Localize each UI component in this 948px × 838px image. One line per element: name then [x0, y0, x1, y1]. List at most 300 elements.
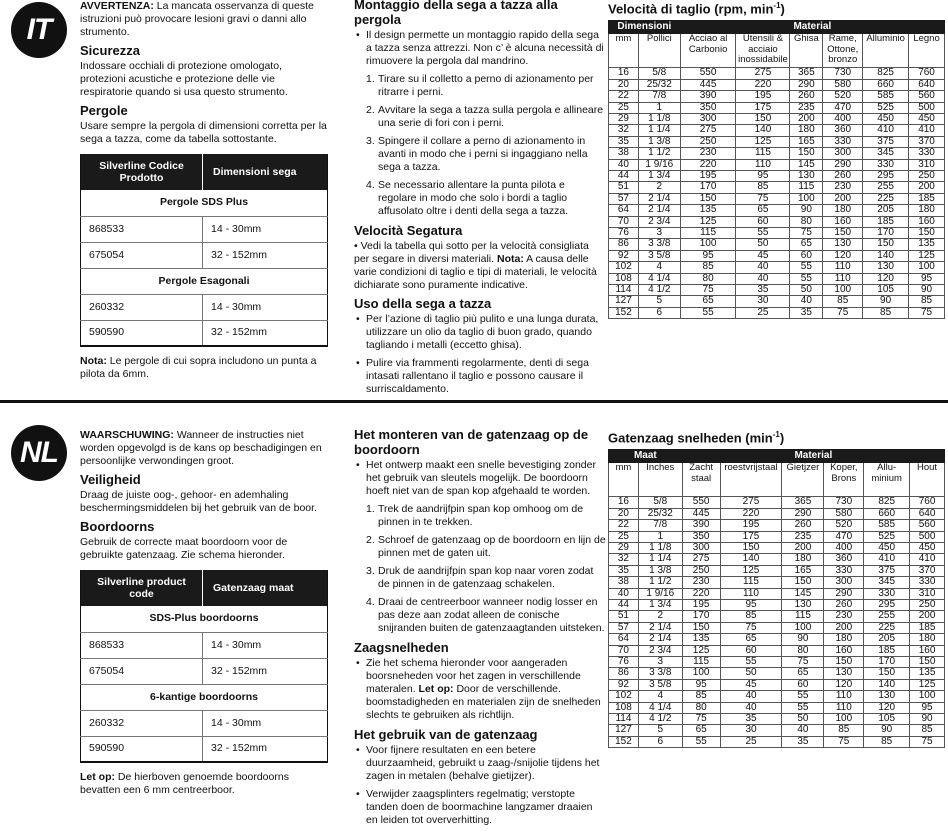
table-cell: 230	[823, 182, 863, 193]
table-row	[609, 250, 945, 261]
table-cell: 65	[782, 668, 824, 679]
table-cell: 32	[609, 554, 639, 565]
table-cell: 95	[910, 702, 945, 713]
table-cell: 180	[823, 205, 863, 216]
table-cell: 195	[736, 91, 790, 102]
table-cell: 95	[736, 170, 790, 181]
table-cell: 205	[863, 205, 909, 216]
table-cell: 185	[910, 622, 945, 633]
table-cell: 195	[682, 599, 720, 610]
table-cell: 16	[609, 497, 639, 508]
table-cell: 160	[909, 216, 945, 227]
table-cell: 29	[609, 113, 639, 124]
table-cell: 330	[864, 588, 910, 599]
table-row	[609, 79, 945, 90]
table-cell: 25/32	[638, 79, 680, 90]
table-cell: 76	[609, 228, 639, 239]
list-item: 2. Schroef de gatenzaag op de boordoorn en lijn de pinnen met de gaten uit.	[366, 534, 606, 559]
table-cell: 4	[638, 262, 680, 273]
table-row	[609, 634, 945, 645]
it-speed-table	[608, 20, 945, 319]
table-cell: 170	[864, 657, 910, 668]
table-cell: 35	[790, 307, 823, 318]
nl-speed-table	[608, 449, 945, 748]
table-cell: 250	[910, 599, 945, 610]
table-cell: 390	[682, 520, 720, 531]
table-cell: 130	[782, 599, 824, 610]
table-cell: 50	[790, 285, 823, 296]
list-item: • Per l’azione di taglio più pulito e una lunga durata, utilizzare un olio da taglio di buon grado, quando tagliando i metalli (eccetto ghisa).	[354, 313, 606, 352]
table-cell: 90	[863, 296, 909, 307]
table-cell: 2 1/4	[638, 634, 682, 645]
table-cell: 640	[910, 508, 945, 519]
table-row	[609, 725, 945, 736]
table-cell: 110	[824, 702, 864, 713]
table-cell: 360	[824, 554, 864, 565]
table-cell: 450	[910, 542, 945, 553]
table-cell: 235	[790, 102, 823, 113]
table-cell: 2 1/4	[638, 193, 680, 204]
table-cell: 1 1/2	[638, 148, 680, 159]
table-cell: 55	[782, 702, 824, 713]
table-cell: 29	[609, 542, 639, 553]
table-cell: 195	[720, 520, 782, 531]
nl-arbors-title: Boordoorns	[80, 519, 155, 534]
it-arbors-text: Usare sempre la pergola di dimensioni corretta per la sega a tazza, come da tabella sottostante.	[80, 120, 327, 145]
table-cell: 85	[680, 262, 736, 273]
table-cell: 100	[909, 262, 945, 273]
table-cell: 90	[909, 285, 945, 296]
table-cell: 130	[823, 239, 863, 250]
table-cell: 330	[909, 148, 945, 159]
table-cell: 108	[609, 273, 639, 284]
table-cell: 35	[609, 136, 639, 147]
table-cell: 150	[682, 622, 720, 633]
table-cell: 90	[790, 205, 823, 216]
table-row	[609, 531, 945, 542]
table-cell: 410	[864, 554, 910, 565]
table-cell: 375	[864, 565, 910, 576]
table-cell: 100	[824, 714, 864, 725]
table-row	[609, 554, 945, 565]
column-header: Inches	[638, 463, 682, 497]
table-cell: 40	[790, 296, 823, 307]
table-row	[609, 68, 945, 79]
table-cell: 1 3/8	[638, 565, 682, 576]
table-cell: 2 3/4	[638, 645, 682, 656]
it-mount-intro: • Il design permette un montaggio rapido della sega a tazza senza attrezzi. Non c’ è alcuna necessità di rimuovere la pergola dal mandrino.	[354, 29, 606, 68]
table-cell: 150	[909, 228, 945, 239]
table-cell: 225	[863, 193, 909, 204]
table-cell: 22	[609, 91, 639, 102]
table-cell: 4 1/4	[638, 273, 680, 284]
table-cell: 85	[864, 736, 910, 747]
table-cell: 75	[823, 307, 863, 318]
table-cell: 140	[864, 679, 910, 690]
table-cell: 260	[824, 599, 864, 610]
table-cell: 3 3/8	[638, 239, 680, 250]
column-header: Gietjzer	[782, 463, 824, 497]
list-item: 4. Se necessario allentare la punta pilota e regolare in modo che solo i bordi a taglio affusolato oltre i denti della sega a tazza.	[366, 179, 569, 217]
table-cell: 50	[736, 239, 790, 250]
table-cell: 450	[864, 542, 910, 553]
table-cell: 1 1/4	[638, 554, 682, 565]
table-cell: 185	[864, 645, 910, 656]
table-cell: 75	[909, 307, 945, 318]
table-cell: 275	[720, 497, 782, 508]
table-cell: 165	[782, 565, 824, 576]
table-cell: 120	[823, 250, 863, 261]
table-cell: 1 1/4	[638, 125, 680, 136]
table-cell: 260	[790, 91, 823, 102]
table-cell: 127	[609, 725, 639, 736]
table-cell: 25	[736, 307, 790, 318]
table-cell: 75	[782, 657, 824, 668]
table-cell: 16	[609, 68, 639, 79]
table-cell: 3 5/8	[638, 250, 680, 261]
table-cell: 60	[790, 250, 823, 261]
table-cell: 110	[824, 691, 864, 702]
list-item: • Pulire via frammenti regolarmente, denti di sega intasati rallentano il taglio e possono causare il surriscaldamento.	[354, 357, 606, 396]
it-arbor-table	[80, 154, 328, 347]
table-cell: 80	[790, 216, 823, 227]
table-cell: 3	[638, 657, 682, 668]
table-cell: 100	[682, 668, 720, 679]
table-cell: 410	[910, 554, 945, 565]
table-cell: 290	[782, 508, 824, 519]
table-cell: 125	[720, 565, 782, 576]
table-cell: 57	[609, 622, 639, 633]
table-cell: 85	[682, 691, 720, 702]
table-cell: 75	[790, 228, 823, 239]
table-cell: 92	[609, 250, 639, 261]
table-cell: 105	[864, 714, 910, 725]
column-header: Zacht staal	[682, 463, 720, 497]
table-row	[609, 679, 945, 690]
table-cell: 35	[720, 714, 782, 725]
it-use-title: Uso della sega a tazza	[354, 296, 492, 311]
table-cell: 95	[909, 273, 945, 284]
table-row: 260332 14 - 30mm	[81, 710, 328, 736]
table-cell: 445	[680, 79, 736, 90]
table-cell: 50	[720, 668, 782, 679]
table-cell: 85	[824, 725, 864, 736]
table-cell: 370	[910, 565, 945, 576]
table-cell: 95	[720, 599, 782, 610]
table-cell: 220	[680, 159, 736, 170]
table-cell: 40	[720, 691, 782, 702]
table-cell: 560	[909, 91, 945, 102]
table-cell: 7/8	[638, 91, 680, 102]
table-cell: 100	[790, 193, 823, 204]
it-mount-title: Montaggio della sega a tazza alla pergola	[354, 0, 558, 27]
list-item: 4. Draai de centreerboor wanneer nodig losser en pas deze aan zodat alleen de conische snijranden buiten de gatenzaagtanden uitsteken.	[366, 596, 605, 634]
table-cell: 75	[910, 736, 945, 747]
nl-column-1	[80, 429, 330, 801]
table-cell: 76	[609, 657, 639, 668]
table-cell: 150	[863, 239, 909, 250]
table-cell: 290	[824, 588, 864, 599]
table-cell: 525	[864, 531, 910, 542]
table-cell: 185	[863, 216, 909, 227]
table-cell: 1 1/8	[638, 542, 682, 553]
table-cell: 200	[782, 542, 824, 553]
table-cell: 75	[720, 622, 782, 633]
table-cell: 120	[824, 679, 864, 690]
table-cell: 152	[609, 307, 639, 318]
it-header-material: Material	[680, 21, 944, 34]
table-cell: 5/8	[638, 497, 682, 508]
table-cell: 185	[909, 193, 945, 204]
table-cell: 114	[609, 714, 639, 725]
table-cell: 125	[909, 250, 945, 261]
table-cell: 180	[782, 554, 824, 565]
table-cell: 255	[863, 182, 909, 193]
table-row	[609, 113, 945, 124]
table-row	[609, 170, 945, 181]
nl-column-2	[354, 427, 606, 832]
table-cell: 825	[864, 497, 910, 508]
table-row	[609, 285, 945, 296]
nl-speed-text: • Zie het schema hieronder voor aangeraden boorsneheden voor het zagen in verschillende materalen. Let op: Door de verschillende. boomstadigheden en materialen zijn de snelheden slechts te gebruiken als richtlijn.	[354, 657, 606, 722]
table-cell: 200	[909, 182, 945, 193]
table-cell: 730	[823, 68, 863, 79]
nl-mount-steps	[354, 503, 606, 635]
table-cell: 115	[680, 228, 736, 239]
table-cell: 25	[609, 102, 639, 113]
table-cell: 500	[909, 102, 945, 113]
table-row: 590590 32 - 152mm	[81, 736, 328, 762]
table-cell: 102	[609, 262, 639, 273]
it-mount-steps	[354, 73, 606, 218]
table-cell: 450	[909, 113, 945, 124]
table-cell: 100	[782, 622, 824, 633]
table-cell: 300	[682, 542, 720, 553]
table-row	[609, 193, 945, 204]
table-cell: 110	[736, 159, 790, 170]
table-cell: 44	[609, 599, 639, 610]
table-row	[609, 577, 945, 588]
table-cell: 38	[609, 148, 639, 159]
table-cell: 38	[609, 577, 639, 588]
table-cell: 150	[782, 577, 824, 588]
table-cell: 825	[863, 68, 909, 79]
table-cell: 64	[609, 634, 639, 645]
table-cell: 2 1/4	[638, 622, 682, 633]
nl-arbor-group-2: 6-kantige boordoorns	[81, 684, 328, 710]
table-cell: 130	[864, 691, 910, 702]
table-cell: 86	[609, 668, 639, 679]
table-cell: 65	[680, 296, 736, 307]
table-cell: 160	[823, 216, 863, 227]
table-row	[609, 691, 945, 702]
column-header: Pollici	[638, 34, 680, 68]
it-column-3	[608, 0, 945, 319]
table-cell: 175	[720, 531, 782, 542]
table-cell: 80	[682, 702, 720, 713]
nl-column-3	[608, 427, 945, 748]
table-cell: 125	[680, 216, 736, 227]
table-cell: 160	[824, 645, 864, 656]
table-cell: 2 3/4	[638, 216, 680, 227]
table-cell: 345	[863, 148, 909, 159]
table-cell: 35	[736, 285, 790, 296]
table-row: 675054 32 - 152mm	[81, 242, 328, 268]
table-cell: 55	[680, 307, 736, 318]
list-item: 3. Spingere il collare a perno di azionamento in avanti in modo che i perni si ingaggiano nella sega a tazza.	[366, 135, 588, 173]
table-cell: 85	[910, 725, 945, 736]
section-italian	[0, 0, 948, 400]
table-cell: 130	[790, 170, 823, 181]
table-cell: 275	[736, 68, 790, 79]
table-cell: 115	[720, 577, 782, 588]
table-row	[609, 520, 945, 531]
table-row	[609, 102, 945, 113]
it-arbor-note: Nota: Le pergole di cui sopra includono un punta a pilota da 6mm.	[80, 355, 317, 380]
table-cell: 220	[736, 79, 790, 90]
table-cell: 760	[910, 497, 945, 508]
table-cell: 115	[736, 148, 790, 159]
table-cell: 230	[680, 148, 736, 159]
column-header: mm	[609, 463, 639, 497]
table-cell: 127	[609, 296, 639, 307]
it-use-list	[354, 313, 606, 396]
table-cell: 90	[864, 725, 910, 736]
table-cell: 40	[609, 588, 639, 599]
table-cell: 85	[720, 611, 782, 622]
table-cell: 585	[864, 520, 910, 531]
table-cell: 51	[609, 611, 639, 622]
table-cell: 660	[863, 79, 909, 90]
table-cell: 75	[682, 714, 720, 725]
table-cell: 4 1/2	[638, 285, 680, 296]
table-cell: 135	[680, 205, 736, 216]
language-badge-nl: NL	[11, 425, 67, 481]
table-cell: 300	[823, 148, 863, 159]
nl-warning: WAARSCHUWING: Wanneer de instructies niet worden opgevolgd is de kans op beschadigingen en persoonlijke verwondingen groot.	[80, 429, 322, 467]
table-cell: 152	[609, 736, 639, 747]
table-cell: 105	[863, 285, 909, 296]
list-item: 1. Trek de aandrijfpin span kop omhoog om de pinnen in te trekken.	[366, 503, 584, 528]
table-row	[609, 542, 945, 553]
table-cell: 35	[782, 736, 824, 747]
table-cell: 114	[609, 285, 639, 296]
table-cell: 140	[863, 250, 909, 261]
it-arbor-header-code: Silverline Codice Prodotto	[81, 154, 203, 190]
table-cell: 65	[736, 205, 790, 216]
table-cell: 1 3/8	[638, 136, 680, 147]
list-item: 3. Druk de aandrijfpin span kop naar voren zodat de pinnen in de gatenzaag schakelen.	[366, 565, 594, 590]
column-header: Koper, Brons	[824, 463, 864, 497]
table-row	[609, 622, 945, 633]
column-header: Utensili & acciaio inossidabile	[736, 34, 790, 68]
table-cell: 51	[609, 182, 639, 193]
table-cell: 1 9/16	[638, 588, 682, 599]
column-header: Ghisa	[790, 34, 823, 68]
table-cell: 45	[736, 250, 790, 261]
table-row	[609, 296, 945, 307]
table-cell: 75	[736, 193, 790, 204]
table-cell: 80	[680, 273, 736, 284]
table-cell: 525	[863, 102, 909, 113]
table-cell: 180	[910, 634, 945, 645]
table-cell: 115	[782, 611, 824, 622]
table-cell: 3	[638, 228, 680, 239]
table-row	[609, 736, 945, 747]
table-cell: 260	[782, 520, 824, 531]
table-cell: 65	[790, 239, 823, 250]
language-badge-it: IT	[11, 2, 67, 58]
it-arbor-header-size: Dimensioni sega	[203, 154, 328, 190]
table-cell: 520	[824, 520, 864, 531]
table-cell: 730	[824, 497, 864, 508]
table-cell: 85	[823, 296, 863, 307]
table-cell: 125	[682, 645, 720, 656]
table-cell: 1	[638, 102, 680, 113]
column-header: Hout	[910, 463, 945, 497]
list-item: 2. Avvitare la sega a tazza sulla pergola e allineare una serie di fori con i perni.	[366, 104, 604, 129]
table-cell: 86	[609, 239, 639, 250]
table-cell: 1 3/4	[638, 599, 682, 610]
table-cell: 25/32	[638, 508, 682, 519]
table-row	[609, 136, 945, 147]
table-row	[609, 125, 945, 136]
list-item: 1. Tirare su il colletto a perno di azionamento per ritrarre i perni.	[366, 73, 594, 98]
table-row: 590590 32 - 152mm	[81, 320, 328, 346]
table-cell: 40	[609, 159, 639, 170]
table-cell: 295	[864, 599, 910, 610]
table-cell: 360	[823, 125, 863, 136]
table-cell: 230	[682, 577, 720, 588]
table-row	[609, 205, 945, 216]
it-column-2	[354, 0, 606, 401]
table-row	[609, 182, 945, 193]
table-cell: 580	[824, 508, 864, 519]
table-cell: 470	[823, 102, 863, 113]
table-row	[609, 611, 945, 622]
table-cell: 57	[609, 193, 639, 204]
table-cell: 20	[609, 79, 639, 90]
table-cell: 30	[720, 725, 782, 736]
table-cell: 5	[638, 725, 682, 736]
table-cell: 170	[682, 611, 720, 622]
table-cell: 150	[823, 228, 863, 239]
table-cell: 100	[910, 691, 945, 702]
table-cell: 2	[638, 182, 680, 193]
table-cell: 165	[790, 136, 823, 147]
table-cell: 55	[682, 736, 720, 747]
table-cell: 40	[736, 262, 790, 273]
table-cell: 330	[824, 565, 864, 576]
table-cell: 55	[790, 273, 823, 284]
table-cell: 255	[864, 611, 910, 622]
table-cell: 160	[910, 645, 945, 656]
table-cell: 585	[863, 91, 909, 102]
table-row: 868533 14 - 30mm	[81, 216, 328, 242]
table-cell: 44	[609, 170, 639, 181]
table-cell: 120	[863, 273, 909, 284]
table-cell: 580	[823, 79, 863, 90]
table-cell: 520	[823, 91, 863, 102]
table-cell: 40	[720, 702, 782, 713]
it-safety-text: Indossare occhiali di protezione omologato, protezioni acustiche e protezione delle vie respiratorie quando si usa questo strumento.	[80, 60, 288, 98]
table-cell: 550	[682, 497, 720, 508]
table-cell: 150	[720, 542, 782, 553]
table-cell: 150	[790, 148, 823, 159]
table-cell: 50	[782, 714, 824, 725]
table-cell: 330	[910, 577, 945, 588]
table-cell: 200	[910, 611, 945, 622]
